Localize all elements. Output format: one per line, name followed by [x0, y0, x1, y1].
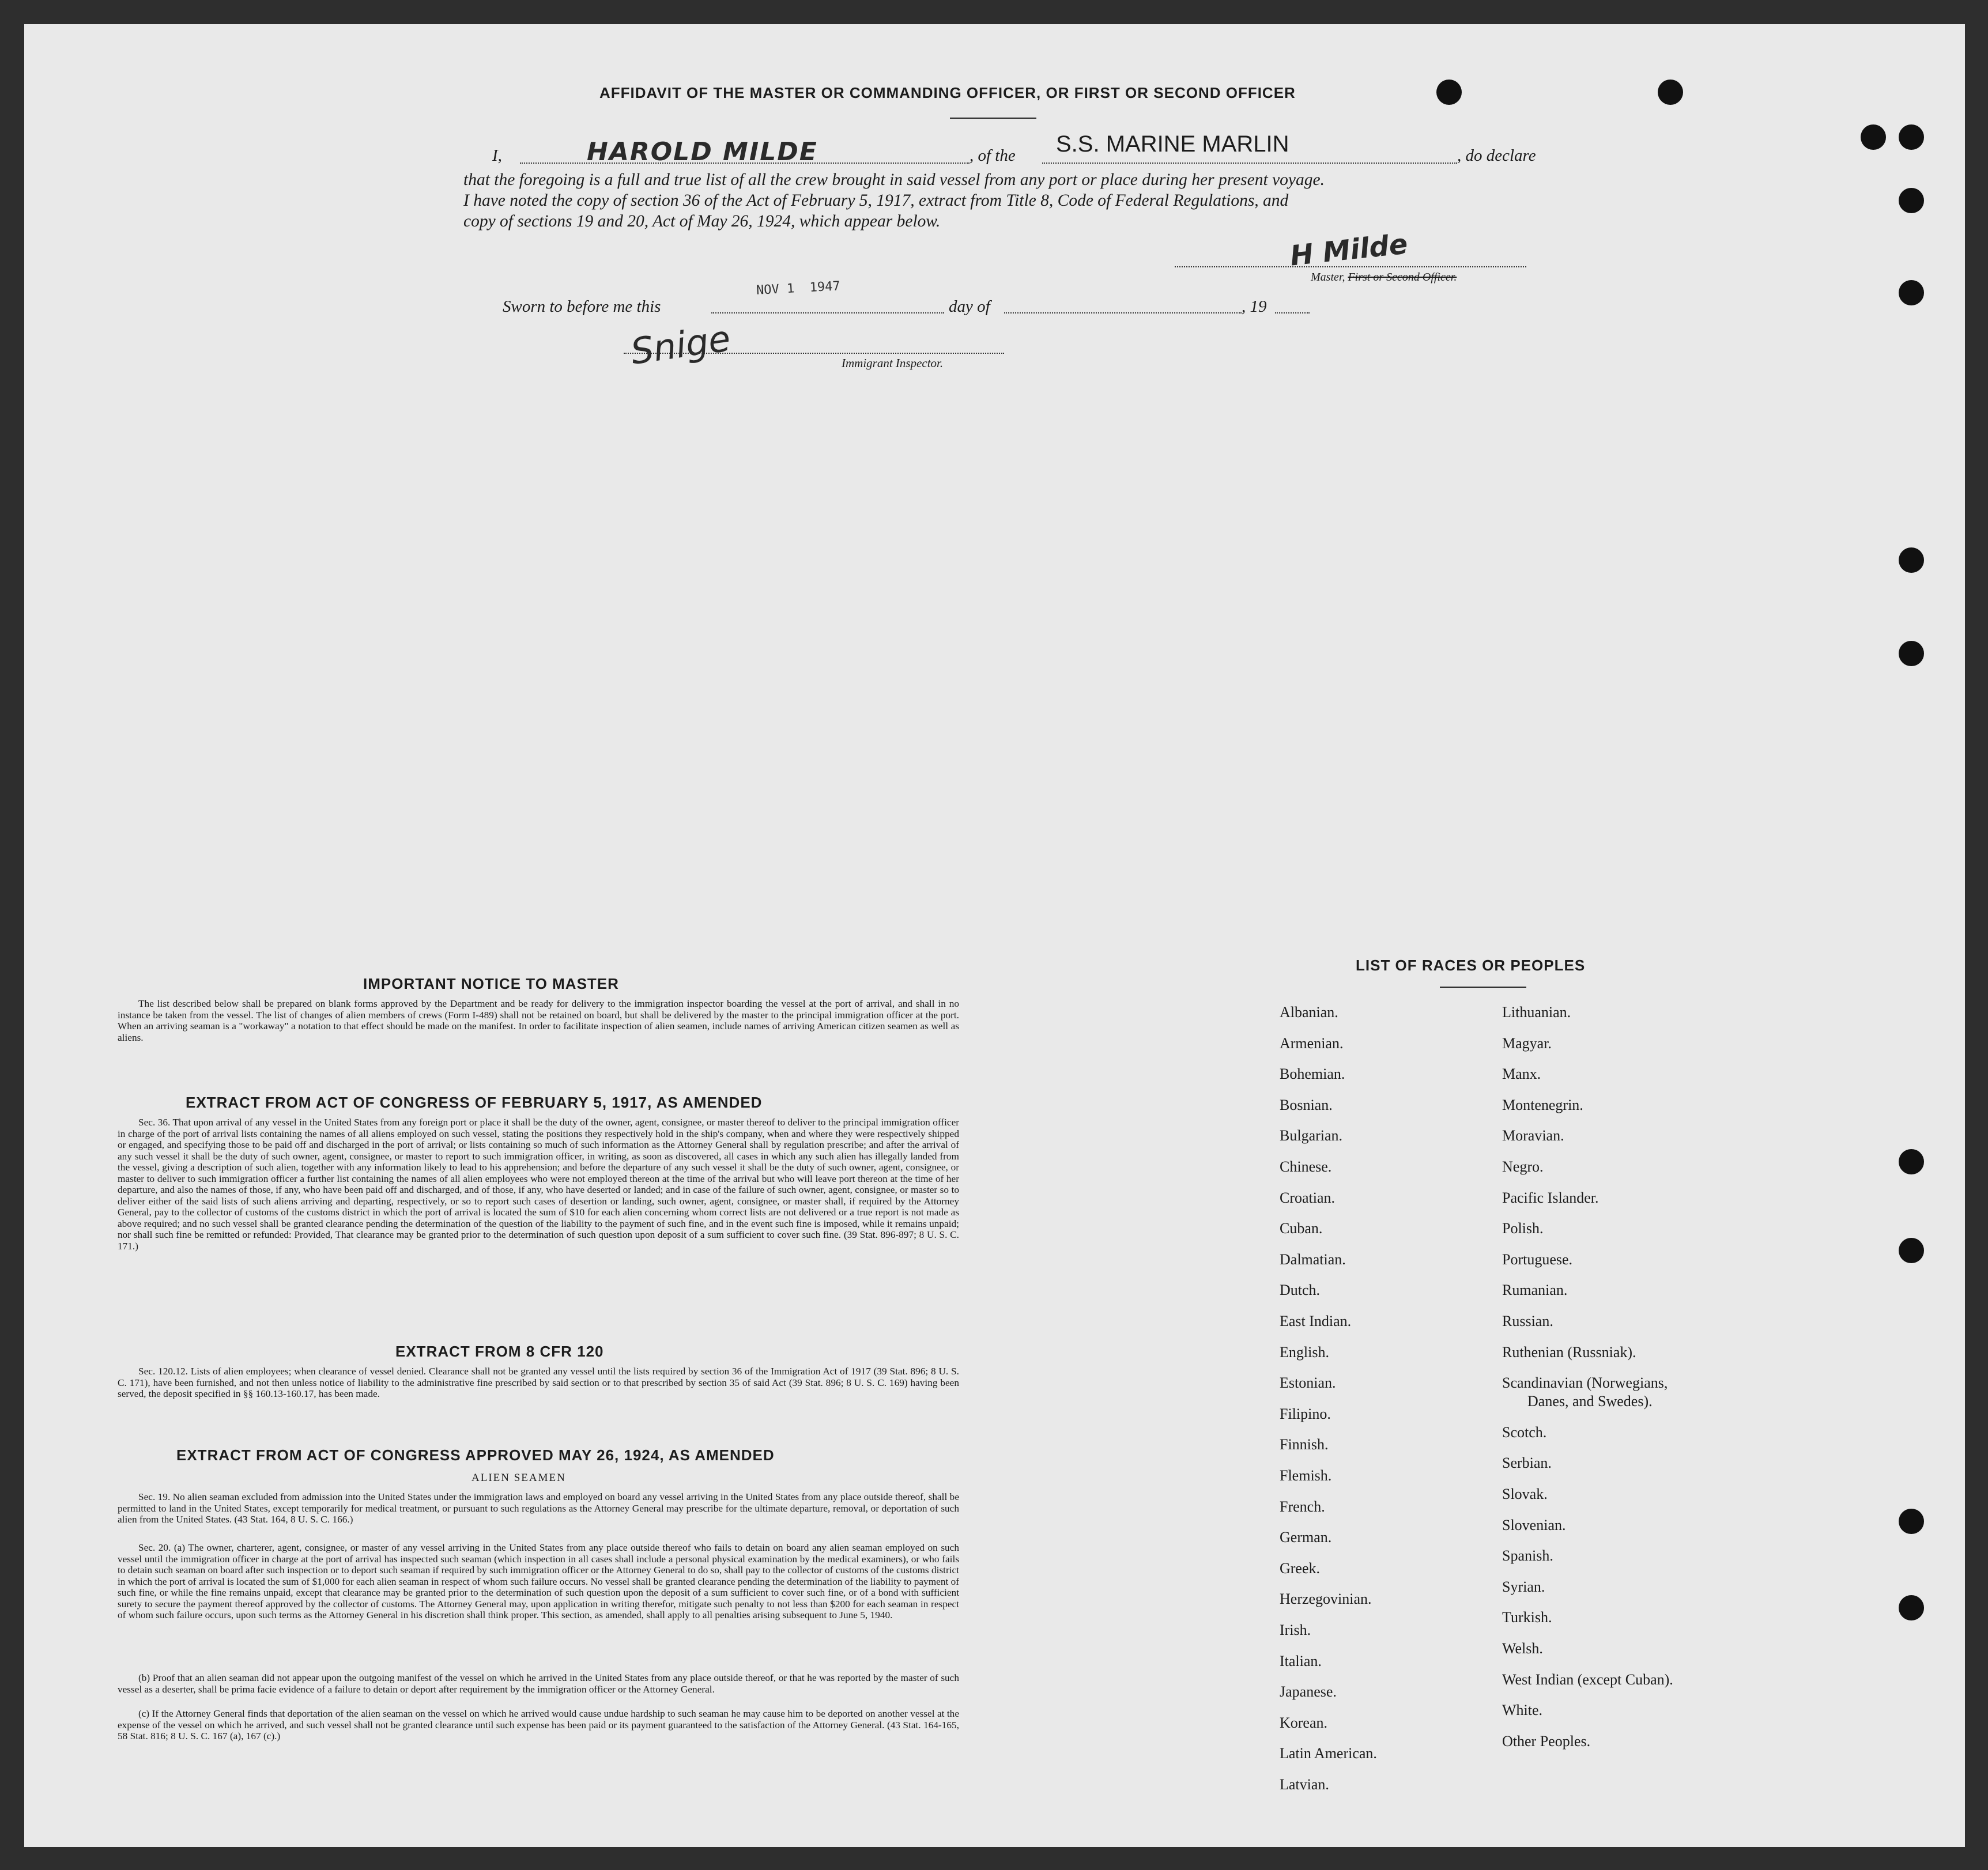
- extract-1924-subtitle: ALIEN SEAMEN: [471, 1472, 566, 1484]
- race-item: Turkish.: [1502, 1609, 1552, 1626]
- race-item: Croatian.: [1280, 1189, 1336, 1206]
- race-item: Bohemian.: [1280, 1066, 1345, 1083]
- extract-1924-sec20c: (c) If the Attorney General finds that deportation of the alien seaman on the vessel on which he arrived would cause undue hardship to such seaman he may cause him to be deported on another vessel at the expense of the vessel on which he arrived, and such vessel shall not be granted clearance until such expense has been paid or its payment guaranteed to the satisfaction of the Attorney General. (43 Stat. 164-165, 58 Stat. 816; 8 U. S. C. 167 (a), 167 (c).): [118, 1708, 959, 1741]
- race-item: Korean.: [1280, 1714, 1328, 1731]
- i-label: I,: [492, 146, 502, 165]
- affidavit-line-2: that the foregoing is a full and true list of all the crew brought in said vessel from any port or place during her present voyage.: [463, 171, 1325, 189]
- race-item: Finnish.: [1280, 1436, 1329, 1453]
- race-item: Dalmatian.: [1280, 1251, 1346, 1268]
- extract-1924-title: EXTRACT FROM ACT OF CONGRESS APPROVED MAY 26, 1924, AS AMENDED: [176, 1446, 775, 1464]
- punch-hole: [1899, 1238, 1924, 1263]
- master-label-master: Master,: [1311, 271, 1348, 284]
- inspector-signature: Snige: [628, 317, 733, 373]
- punch-hole: [1899, 1149, 1924, 1174]
- inspector-line: [624, 353, 1004, 354]
- signature-line: [1175, 266, 1526, 267]
- race-item: Russian.: [1502, 1313, 1553, 1329]
- race-item: Danes, and Swedes).: [1527, 1393, 1653, 1410]
- of-the-label: , of the: [970, 146, 1016, 165]
- race-item: Scotch.: [1502, 1423, 1547, 1441]
- race-item: Slovak.: [1502, 1486, 1548, 1502]
- master-label: [1311, 271, 1457, 284]
- race-item: Irish.: [1280, 1622, 1311, 1638]
- race-item: Serbian.: [1502, 1455, 1552, 1472]
- race-item: White.: [1502, 1702, 1543, 1719]
- vessel-name-line: [1042, 163, 1457, 164]
- race-item: Estonian.: [1280, 1374, 1336, 1392]
- race-item: Cuban.: [1280, 1220, 1323, 1237]
- year-line: [1275, 312, 1310, 313]
- affidavit-line-3: I have noted the copy of section 36 of the Act of February 5, 1917, extract from Title 8, Code of Federal Regulations, and: [463, 191, 1289, 210]
- race-item: Bosnian.: [1280, 1096, 1333, 1113]
- race-item: Italian.: [1280, 1652, 1322, 1669]
- race-item: German.: [1280, 1529, 1332, 1546]
- declarant-name: HAROLD MILDE: [587, 137, 818, 167]
- punch-hole: [1658, 80, 1683, 105]
- sworn-month-line: [1004, 312, 1242, 313]
- race-item: Welsh.: [1502, 1640, 1543, 1657]
- race-item: Polish.: [1502, 1220, 1544, 1237]
- race-item: Magyar.: [1502, 1034, 1552, 1052]
- title-rule: [950, 118, 1036, 119]
- race-item: Chinese.: [1280, 1158, 1332, 1175]
- sworn-day-line: [711, 312, 944, 313]
- race-item: Portuguese.: [1502, 1251, 1573, 1268]
- inspector-label: Immigrant Inspector.: [842, 356, 944, 370]
- race-item: Latvian.: [1280, 1776, 1329, 1793]
- race-item: English.: [1280, 1343, 1329, 1361]
- race-item: West Indian (except Cuban).: [1502, 1671, 1673, 1688]
- extract-1917-title: EXTRACT FROM ACT OF CONGRESS OF FEBRUARY 5, 1917, AS AMENDED: [186, 1094, 763, 1111]
- race-item: Rumanian.: [1502, 1282, 1568, 1299]
- notice-text: The list described below shall be prepared on blank forms approved by the Department and be ready for delivery to the immigration inspector boarding the vessel at the port of arrival, and shall in no instance be taken from the vessel. The list of changes of alien members of crews (Form I-489) shall not be retained on board, but shall be delivered by the master to the principal immigration officer at the port. When an arriving seaman is a "workaway" a notation to that effect should be made on the manifest. In order to facilitate inspection of alien seamen, include names of arriving American citizen seamen as well as aliens.: [118, 998, 959, 1043]
- master-signature: H Milde: [1288, 228, 1409, 273]
- punch-hole: [1899, 188, 1924, 213]
- race-item: Other Peoples.: [1502, 1732, 1591, 1750]
- race-item: Negro.: [1502, 1158, 1544, 1175]
- race-item: Dutch.: [1280, 1282, 1321, 1299]
- extract-cfr-text: Sec. 120.12. Lists of alien employees; when clearance of vessel denied. Clearance shall not be granted any vessel until the lists required by section 36 of the Immigration Act of 1917 (39 Stat. 896; 8 U. S. C. 171), have been furnished, and not then unless notice of liability to the administrative fine prescribed by said section or to that prescribed by section 35 of said Act (39 Stat. 896; 8 U. S. C. 169) having been served, the deposit specified in §§ 160.13-160.17, has been made.: [118, 1366, 959, 1399]
- master-label-struck: First or Second Officer.: [1348, 271, 1457, 284]
- race-item: Montenegrin.: [1502, 1096, 1583, 1113]
- race-item: Filipino.: [1280, 1405, 1331, 1422]
- race-item: Ruthenian (Russniak).: [1502, 1343, 1636, 1361]
- affidavit-line-4: copy of sections 19 and 20, Act of May 26, 1924, which appear below.: [463, 212, 941, 231]
- punch-hole: [1899, 547, 1924, 573]
- punch-hole: [1899, 124, 1924, 150]
- notice-title: IMPORTANT NOTICE TO MASTER: [363, 975, 619, 992]
- punch-hole: [1899, 1509, 1924, 1534]
- race-item: East Indian.: [1280, 1313, 1352, 1329]
- year-prefix: , 19: [1242, 297, 1267, 316]
- day-of-label: day of: [949, 297, 990, 316]
- race-item: Slovenian.: [1502, 1516, 1566, 1533]
- race-item: Manx.: [1502, 1066, 1541, 1083]
- extract-1924-sec20a: Sec. 20. (a) The owner, charterer, agent, consignee, or master of any vessel arriving in the United States from any place outside thereof who fails to detain on board any alien seaman employed on such vessel until the immigration officer in charge at the port of arrival has inspected such seaman (which inspection in all cases shall include a personal physical examination by the medical examiners), or who fails to detain such seaman on board after such inspection or to deport such seaman if required by such immigration officer or the Attorney General to do so, shall pay to the collector of customs of the customs district in which the port of arrival is located the sum of $1,000 for each alien seaman in respect of whom such failure occurs. No vessel shall be granted clearance pending the determination of the liability to payment of such fine, or while the fine remains unpaid, except that clearance may be granted prior to the determination of such question upon the deposit of a sum sufficient to cover such fine, or of a bond with sufficient surety to secure the payment thereof approved by the collector of customs. The Attorney General may, upon application in writing therefor, mitigate such penalty to not less than $200 for each seaman in respect of whom such failure occurs, upon such terms as the Attorney General in his discretion shall think proper. This section, as amended, shall apply to all penalties arising subsequent to June 5, 1940.: [118, 1542, 959, 1620]
- punch-hole: [1436, 80, 1462, 105]
- race-item: Bulgarian.: [1280, 1127, 1343, 1144]
- race-item: French.: [1280, 1498, 1325, 1515]
- race-item: Syrian.: [1502, 1578, 1545, 1595]
- extract-cfr-title: EXTRACT FROM 8 CFR 120: [395, 1343, 604, 1360]
- punch-hole: [1899, 1595, 1924, 1620]
- race-item: Scandinavian (Norwegians,: [1502, 1374, 1668, 1392]
- extract-1924-sec20b: (b) Proof that an alien seaman did not appear upon the outgoing manifest of the vessel on which he arrived in the United States from any place outside thereof, or that he was reported by the master of such vessel as a deserter, shall be prima facie evidence of a failure to detain or deport after requirement by the immigration officer or the Attorney General.: [118, 1672, 959, 1695]
- race-item: Pacific Islander.: [1502, 1189, 1599, 1206]
- races-title-rule: [1440, 987, 1526, 988]
- race-item: Flemish.: [1280, 1467, 1332, 1484]
- punch-hole: [1861, 124, 1886, 150]
- date-stamp: NOV 1 1947: [756, 279, 841, 298]
- vessel-name: S.S. MARINE MARLIN: [1056, 131, 1289, 157]
- race-item: Japanese.: [1280, 1683, 1337, 1701]
- race-item: Latin American.: [1280, 1745, 1377, 1762]
- race-item: Lithuanian.: [1502, 1004, 1571, 1021]
- race-item: Moravian.: [1502, 1127, 1564, 1144]
- race-item: Armenian.: [1280, 1034, 1344, 1052]
- sworn-label: Sworn to before me this: [503, 297, 661, 316]
- do-declare-label: , do declare: [1457, 146, 1536, 165]
- race-item: Greek.: [1280, 1559, 1321, 1577]
- race-item: Herzegovinian.: [1280, 1591, 1372, 1608]
- race-item: Albanian.: [1280, 1004, 1338, 1021]
- punch-hole: [1899, 280, 1924, 305]
- punch-hole: [1899, 641, 1924, 666]
- document-page: [24, 24, 1965, 1847]
- extract-1924-sec19: Sec. 19. No alien seaman excluded from admission into the United States under the immigration laws and employed on board any vessel arriving in the United States from any place outside thereof, shall be permitted to land in the United States, except temporarily for medical treatment, or pursuant to such regulations as the Attorney General may prescribe for the ultimate departure, removal, or deportation of such alien from the United States. (43 Stat. 164, 8 U. S. C. 166.): [118, 1491, 959, 1525]
- affidavit-title: AFFIDAVIT OF THE MASTER OR COMMANDING OFFICER, OR FIRST OR SECOND OFFICER: [599, 84, 1296, 101]
- race-item: Spanish.: [1502, 1547, 1553, 1565]
- races-title: LIST OF RACES OR PEOPLES: [1356, 957, 1586, 974]
- extract-1917-text: Sec. 36. That upon arrival of any vessel in the United States from any foreign port or place it shall be the duty of the owner, agent, consignee, or master thereof to deliver to the principal immigration officer in charge of the port of arrival lists containing the names of all aliens employed on such vessel, stating the positions they respectively hold in the ship's company, when and where they were respectively shipped or engaged, and specifying those to be paid off and discharged in the port of arrival; or lists containing so much of such information as the Attorney General shall by regulation prescribe; and after the arrival of any such vessel it shall be the duty of such owner, agent, consignee, or master to report to such immigration officer, in writing, as soon as discovered, all cases in which any such alien has illegally landed from the vessel, giving a description of such alien, together with any information likely to lead to his apprehension; and before the departure of any such vessel it shall be the duty of such owner, agent, consignee, or master to deliver to such immigration officer a further list containing the names of all alien employees who were not employed thereon at the time of the arrival but who will leave port thereon at the time of her departure, and also the names of those, if any, who have been paid off and discharged, and of those, if any, who have deserted or landed; and in case of the failure of such owner, agent, consignee, or master so to deliver either of the said lists of such aliens arriving and departing, respectively, or so to report such cases of desertion or landing, such owner, agent, consignee, or master shall, if required by the Attorney General, pay to the collector of customs of the customs district in which the port of arrival is located the sum of $10 for each alien concerning whom correct lists are not delivered or a true report is not made as above required; and no such vessel shall be granted clearance pending the determination of the question of the liability to the payment of such fine, and in the event such fine is imposed, while it remains unpaid; nor shall such fine be remitted or refunded: Provided, That clearance may be granted prior to the determination of such question upon deposit of a sum sufficient to cover such fine. (39 Stat. 896-897; 8 U. S. C. 171.): [118, 1117, 959, 1252]
